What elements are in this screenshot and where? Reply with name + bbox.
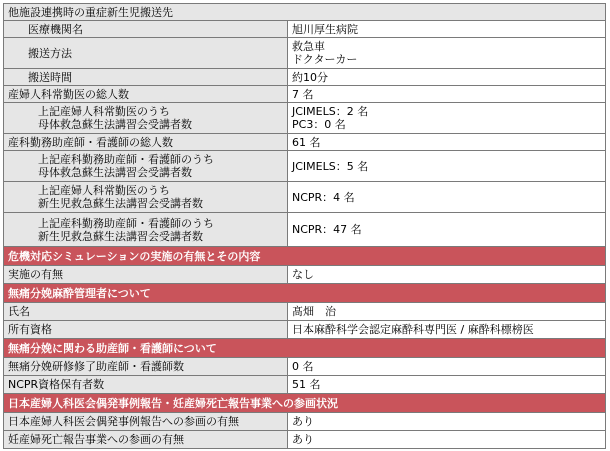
label-line: 新生児救急蘇生法講習会受講者数 <box>38 229 203 243</box>
anesthesia-name-label: 氏名 <box>4 303 288 321</box>
table-row <box>4 182 606 213</box>
disclosure-sheet <box>3 3 605 449</box>
table-row <box>4 413 606 431</box>
mw-ncpr-value: NCPR：47 名 <box>288 213 606 247</box>
ob-total-label: 産婦人科常勤医の総人数 <box>4 86 288 103</box>
section-header-row <box>4 284 606 303</box>
table-row <box>4 134 606 151</box>
method-label: 搬送方法 <box>4 38 288 69</box>
label-line: 上記産科勤務助産師・看護師のうち <box>38 216 214 230</box>
anesthesia-qual-label: 所有資格 <box>4 321 288 339</box>
label-line: 上記産婦人科常勤医のうち <box>38 105 170 118</box>
table-row <box>4 38 606 69</box>
reporting-death-value: あり <box>288 431 606 449</box>
info-table <box>3 3 606 449</box>
anesthesia-header: 無痛分娩麻酔管理者について <box>4 284 606 303</box>
value-line: PC3：0 名 <box>292 118 346 131</box>
anesthesia-name-value: 髙畑 治 <box>288 303 606 321</box>
section-header-row <box>4 394 606 413</box>
time-value: 約10分 <box>288 69 606 86</box>
facility-label: 医療機関名 <box>4 21 288 38</box>
table-row <box>4 358 606 376</box>
table-row <box>4 151 606 182</box>
mw-jcimels-value: JCIMELS：5 名 <box>288 151 606 182</box>
table-row <box>4 266 606 284</box>
table-row <box>4 321 606 339</box>
table-row <box>4 69 606 86</box>
reporting-header: 日本産婦人科医会偶発事例報告・妊産婦死亡報告事業への参画状況 <box>4 394 606 413</box>
midwives-trained-label: 無痛分娩研修修了助産師・看護師数 <box>4 358 288 376</box>
transfer-section-row <box>4 4 606 21</box>
label-line: 母体救急蘇生法講習会受講者数 <box>38 166 192 179</box>
time-label: 搬送時間 <box>4 69 288 86</box>
table-row <box>4 303 606 321</box>
facility-value: 旭川厚生病院 <box>288 21 606 38</box>
table-row <box>4 213 606 247</box>
table-row <box>4 431 606 449</box>
label-line: 上記産科勤務助産師・看護師のうち <box>38 153 214 166</box>
reporting-incident-label: 日本産婦人科医会偶発事例報告への参画の有無 <box>4 413 288 431</box>
value-line: JCIMELS：2 名 <box>292 105 369 118</box>
reporting-death-label: 妊産婦死亡報告事業への参画の有無 <box>4 431 288 449</box>
section-header-row <box>4 247 606 266</box>
ob-total-value: 7 名 <box>288 86 606 103</box>
table-row <box>4 86 606 103</box>
method-value <box>288 38 606 69</box>
ob-jcimels-label <box>4 103 288 134</box>
midwives-ncpr-value: 51 名 <box>288 376 606 394</box>
section-header-row <box>4 339 606 358</box>
method-value-line: ドクターカー <box>292 53 358 66</box>
table-row <box>4 21 606 38</box>
method-value-line: 救急車 <box>292 40 325 53</box>
reporting-incident-value: あり <box>288 413 606 431</box>
mw-total-label: 産科勤務助産師・看護師の総人数 <box>4 134 288 151</box>
mw-ncpr-label <box>4 213 288 247</box>
ob-jcimels-value <box>288 103 606 134</box>
midwives-trained-value: 0 名 <box>288 358 606 376</box>
simulation-done-label: 実施の有無 <box>4 266 288 284</box>
mw-jcimels-label <box>4 151 288 182</box>
label-line: 新生児救急蘇生法講習会受講者数 <box>38 197 203 210</box>
label-line: 上記産婦人科常勤医のうち <box>38 184 170 197</box>
mw-total-value: 61 名 <box>288 134 606 151</box>
simulation-done-value: なし <box>288 266 606 284</box>
table-row <box>4 103 606 134</box>
table-row <box>4 376 606 394</box>
ob-ncpr-value: NCPR：4 名 <box>288 182 606 213</box>
transfer-section-title: 他施設連携時の重症新生児搬送先 <box>4 4 606 21</box>
simulation-header: 危機対応シミュレーションの実施の有無とその内容 <box>4 247 606 266</box>
ob-ncpr-label <box>4 182 288 213</box>
anesthesia-qual-value: 日本麻酔科学会認定麻酔科専門医 / 麻酔科標榜医 <box>288 321 606 339</box>
midwives-header: 無痛分娩に関わる助産師・看護師について <box>4 339 606 358</box>
label-line: 母体救急蘇生法講習会受講者数 <box>38 118 192 131</box>
midwives-ncpr-label: NCPR資格保有者数 <box>4 376 288 394</box>
